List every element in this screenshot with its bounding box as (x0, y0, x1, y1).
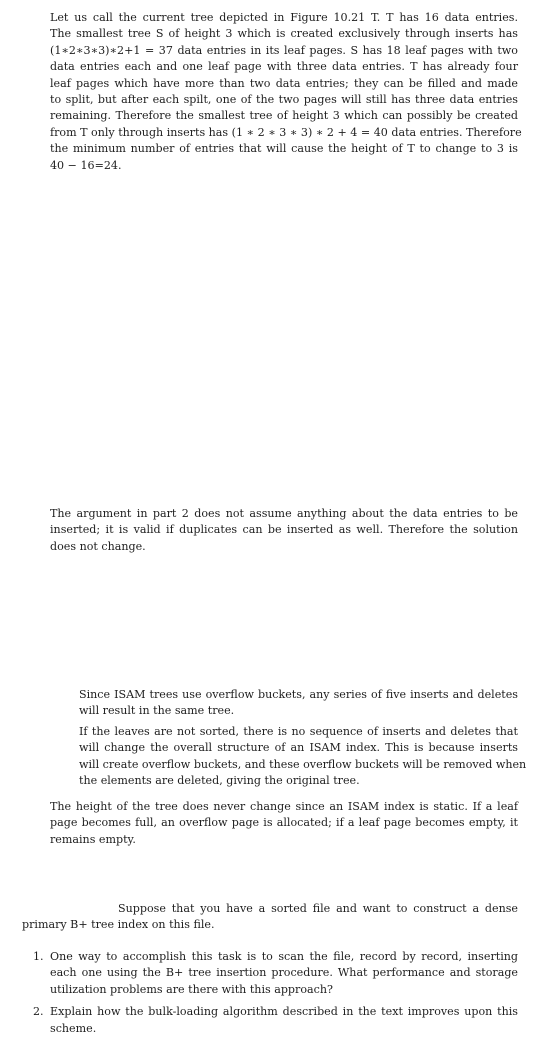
solution-paragraph-isam-overflow (79, 687, 518, 720)
text-line: page becomes full, an overflow page is allocated; if a leaf page becomes empty, it (50, 816, 518, 830)
text-line: 40 − 16=24. (50, 158, 122, 172)
text-line: the elements are deleted, giving the original tree. (79, 774, 360, 788)
text-line: to split, but after each spilt, one of the two pages will still has three data entries (50, 93, 518, 107)
text-line: utilization problems are there with this approach? (50, 982, 333, 996)
text-line: data entries each and one leaf page with three data entries. T has already four (50, 60, 518, 74)
solution-paragraph-static-height (50, 799, 518, 848)
text-line: Since ISAM trees use overflow buckets, any series of five inserts and deletes (79, 688, 518, 701)
text-line: Suppose that you have a sorted file and want to construct a dense (118, 902, 518, 915)
text-line: will create overflow buckets, and these overflow buckets will be removed when (79, 757, 527, 771)
text-line: primary B+ tree index on this file. (22, 918, 215, 932)
text-line: will result in the same tree. (79, 704, 235, 718)
text-line: remaining. Therefore the smallest tree of height 3 which can possibly be created (50, 109, 518, 123)
text-line: inserted; it is valid if duplicates can be inserted as well. Therefore the solution (50, 523, 518, 537)
solution-paragraph-duplicates (50, 506, 518, 555)
text-line: One way to accomplish this task is to scan the file, record by record, inserting (50, 950, 518, 963)
list-item-number: 2. (33, 1005, 44, 1019)
text-line: does not change. (50, 539, 146, 553)
text-line: will change the overall structure of an ISAM index. This is because inserts (79, 741, 518, 755)
exercise-prompt (22, 901, 518, 934)
text-line: Explain how the bulk-loading algorithm described in the text improves upon this (50, 1005, 518, 1019)
text-line: The height of the tree does never change since an ISAM index is static. If a leaf (50, 800, 518, 813)
text-line: from T only through inserts has (1 ∗ 2 ∗ 3 ∗ 3) ∗ 2 + 4 = 40 data entries. Therefore (50, 125, 522, 139)
text-line: Let us call the current tree depicted in Figure 10.21 T. T has 16 data entries. (50, 11, 518, 24)
text-line: (1∗2∗3∗3)∗2+1 = 37 data entries in its leaf pages. S has 18 leaf pages with two (50, 43, 518, 57)
text-line: remains empty. (50, 832, 136, 846)
text-line: The smallest tree S of height 3 which is created exclusively through inserts has (50, 27, 518, 41)
solution-paragraph-unsorted-leaves (79, 724, 527, 790)
exercise-question-list (22, 949, 518, 1043)
list-item (22, 949, 518, 998)
list-item (22, 1004, 518, 1037)
text-line: the minimum number of entries that will cause the height of T to change to 3 is (50, 142, 518, 156)
text-line: each one using the B+ tree insertion procedure. What performance and storage (50, 966, 518, 980)
text-line: The argument in part 2 does not assume anything about the data entries to be (50, 507, 518, 520)
list-item-number: 1. (33, 950, 44, 963)
text-line: scheme. (50, 1021, 97, 1035)
text-line: leaf pages which have more than two data entries; they can be filled and made (50, 76, 518, 90)
solution-paragraph-tree-height (50, 10, 522, 174)
text-line: If the leaves are not sorted, there is no sequence of inserts and deletes that (79, 725, 518, 738)
